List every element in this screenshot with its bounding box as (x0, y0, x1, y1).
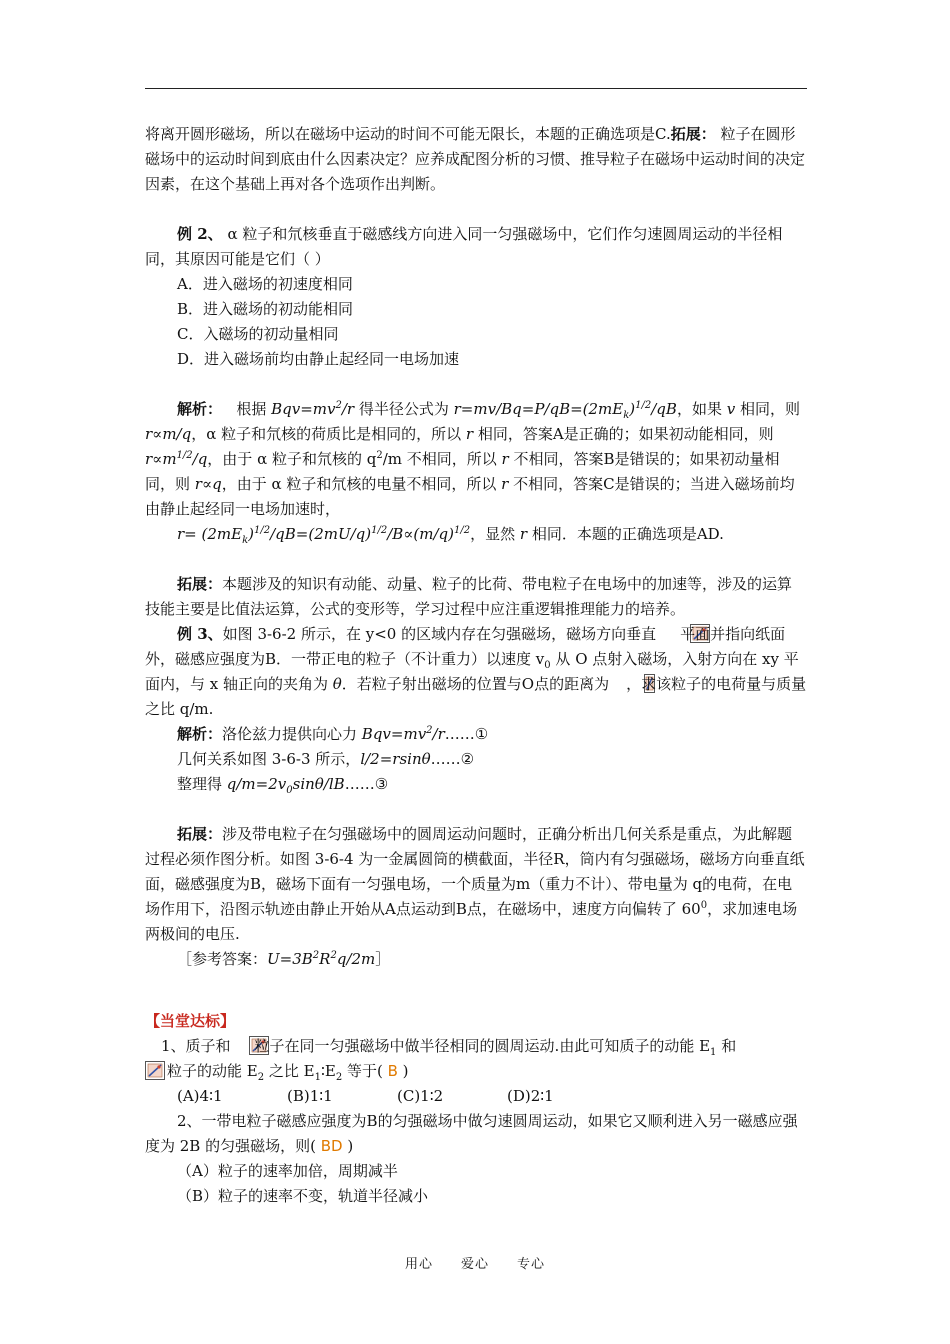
option-b: B．进入磁场的初动能相同 (177, 300, 354, 318)
para-top: 将离开圆形磁场，所以在磁场中运动的时间不可能无限长，本题的正确选项是C.拓展： 粒子在圆形磁场中的运动时间到底由什么因素决定？应养成配图分析的习惯、推导粒子在磁场中运动时间的决定因素，在这个基础上再对各个选项作出判断。 (145, 125, 806, 193)
question-2-option-a: （A）粒子的速率加倍，周期减半 (177, 1162, 398, 1180)
answer-q1: B (382, 1062, 403, 1080)
option-a: A．进入磁场的初速度相同 (177, 275, 353, 293)
solution-2-final: $r= (2mE_k)^{1/2}/qB=(2mU/q)^{1/2}/B\propto(m/q)^{1/2}$，显然 r 相同．本题的正确选项是AD. (177, 525, 724, 546)
example-2-question: 例 2、 α 粒子和氘核垂直于磁感线方向进入同一匀强磁场中，它们作匀速圆周运动的半径相同，其原因可能是它们（ ） (145, 225, 783, 268)
solution-3-line-3: 整理得 $q/m=2v_0\sin\theta/lB\dots\dots ③$ (177, 775, 389, 796)
tuozhan-2: 拓展：本题涉及的知识有动能、动量、粒子的比荷、带电粒子在电场中的加速等，涉及的运算技能主要是比值法运算，公式的变形等，学习过程中应注重逻辑推理能力的培养。 (145, 575, 793, 618)
formula-image-icon (612, 674, 623, 693)
formula-image-icon (658, 624, 678, 643)
answer-q2: BD (315, 1137, 348, 1155)
solution-3-line-1: 解析：洛伦兹力提供向心力 $Bqv=mv^2/r\dots\dots ①$ (177, 725, 489, 743)
page-footer: 用心 爱心 专心 (404, 1257, 546, 1272)
question-1-choices: (A)4∶1 (B)1∶1 (C)1∶2 (D)2∶1 (177, 1087, 554, 1105)
section-heading: 【当堂达标】 (145, 1012, 236, 1030)
page-content (145, 122, 807, 1209)
formula-image-icon (233, 1036, 253, 1055)
example-2-label: 例 2、 (177, 225, 223, 243)
reference-answer: ［参考答案：$U=3B^2R^2q/2m]$ (177, 950, 391, 968)
formula-image-icon (145, 1061, 165, 1080)
question-1-cont: 粒子的动能 $E_2$ 之比 $E_1∶E_2$ 等于( B ) (145, 1059, 807, 1084)
example-3-question: 例 3、如图 3-6-2 所示，在 y<0 的区域内存在匀强磁场，磁场方向垂直 平面并指向纸面外，磁感应强度为B．一带正电的粒子（不计重力）以速度 $v_0$ 从 O 点射入磁场，入射方向在 xy 平面内，与 x 轴正向的夹角为 θ．若粒子射出磁场的位置与O点的距离为 ，求该粒子的电荷量与质量之比 q/m. (145, 625, 807, 718)
question-2: 2、一带电粒子磁感应强度为B的匀强磁场中做匀速圆周运动，如果它又顺利进入另一磁感应强度为 2B 的匀强磁场，则( BD ) (145, 1112, 798, 1155)
option-c: C．入磁场的初动量相同 (177, 325, 339, 343)
question-2-option-b: （B）粒子的速率不变，轨道半径减小 (177, 1187, 429, 1205)
solution-3-line-2: 几何关系如图 3-6-3 所示，l/2=rsinθ……② (177, 750, 475, 768)
question-1: 1、质子和 粒子在同一匀强磁场中做半径相同的圆周运动.由此可知质子的动能 $E_1$ 和 (161, 1037, 737, 1058)
tuozhan-label: 拓展： (670, 125, 716, 143)
header-rule (145, 88, 807, 89)
tuozhan-3: 拓展：涉及带电粒子在匀强磁场中的圆周运动问题时，正确分析出几何关系是重点，为此解题过程必须作图分析。如图 3-6-4 为一金属圆筒的横截面，半径R，筒内有匀强磁场，磁场方向垂直纸面，磁感强度为B，磁场下面有一匀强电场，一个质量为m（重力不计）、带电量为 q的电荷，在电场作用下，沿图示轨迹由静止开始从A点运动到B点，在磁场中，速度方向偏转了 $60^0$，求加速电场两极间的电压. (145, 825, 805, 943)
solution-2: 解析： 根据 $Bqv=mv^2/r$ 得半径公式为 $r=mv/Bq=P/qB=(2mE_k)^{1/2}/qB$，如果 v 相同，则 r∝m/q，α 粒子和氘核的荷质比是相同的，所以 r 相同，答案A是正确的；如果初动能相同，则 $r\propto m^{1/2}/q$，由于 α 粒子和氘核的 $q^2/m$ 不相同，所以 r 不相同，答案B是错误的；如果初动量相同，则 r∝q，由于 α 粒子和氘核的电量不相同，所以 r 不相同，答案C是错误的；当进入磁场前均由静止起经同一电场加速时， (145, 400, 800, 518)
option-d: D．进入磁场前均由静止起经同一电场加速 (177, 350, 460, 368)
